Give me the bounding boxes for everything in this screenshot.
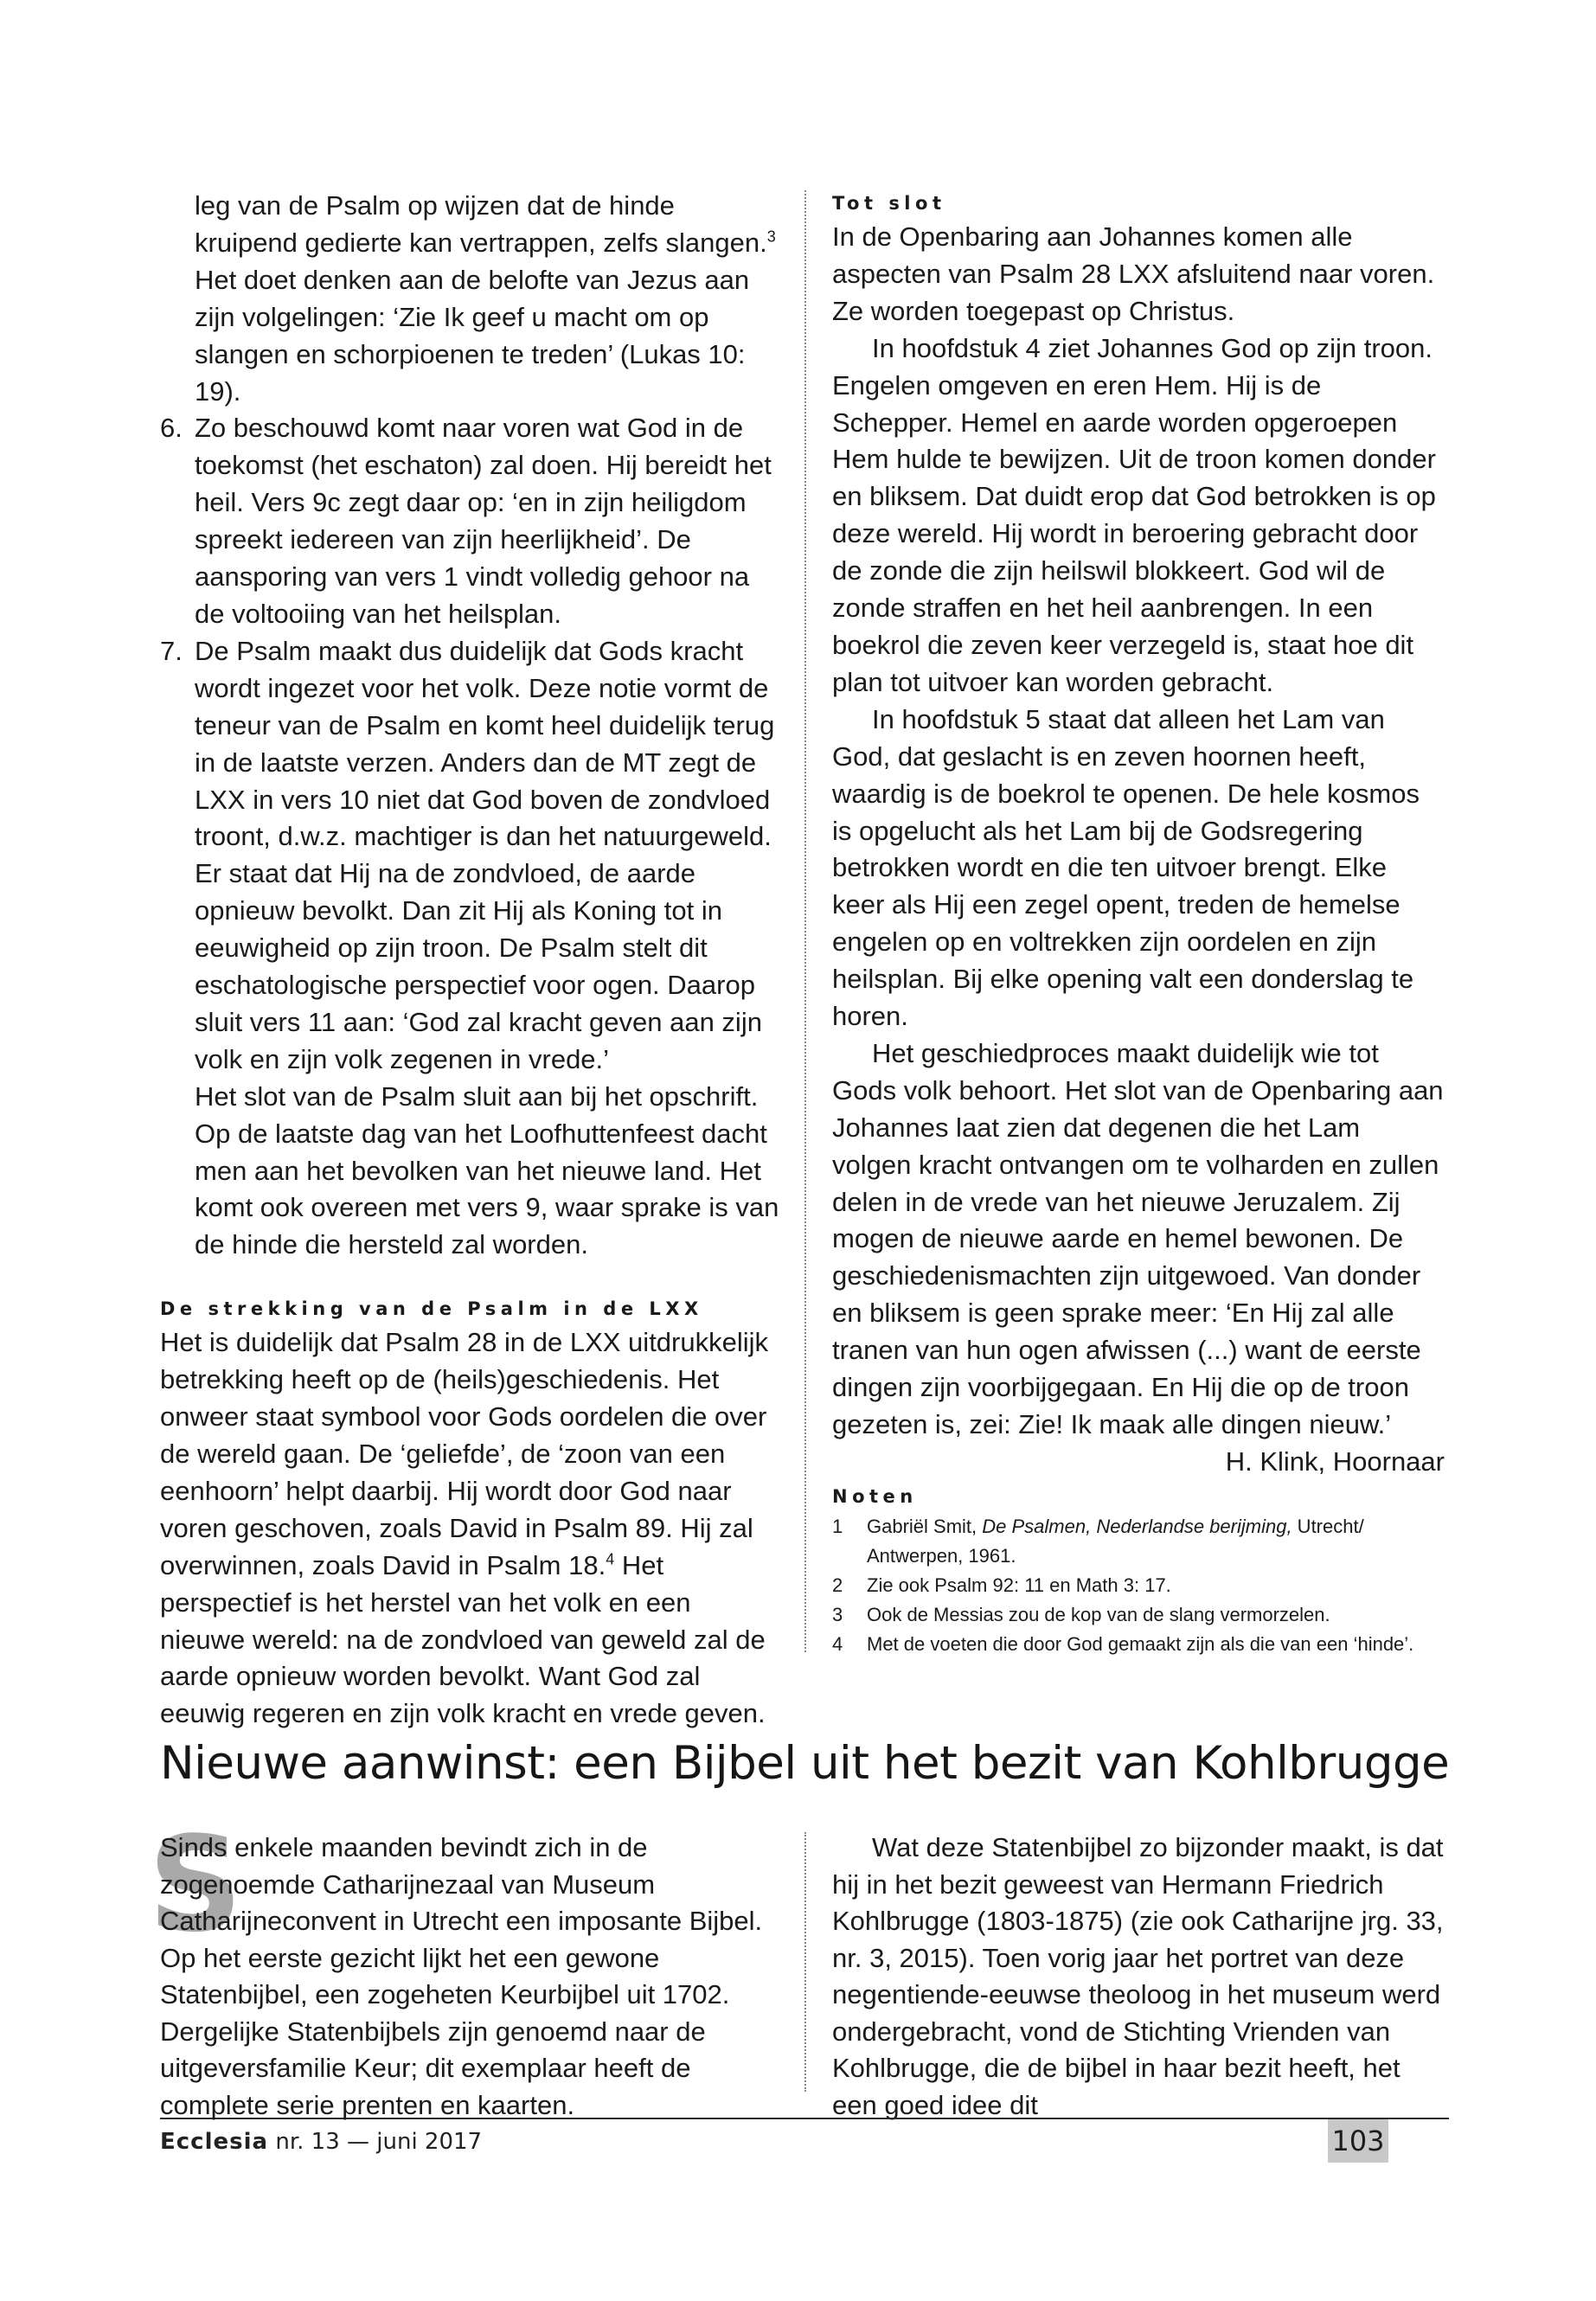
body-paragraph: Het is duidelijk dat Psalm 28 in de LXX uitdrukkelijk betrekking heeft op de (heils)geschiedenis. Het onweer staat symbool voor Gods oordelen die over de wereld gaan. De ‘geliefde’, de ‘zoon van een eenhoorn’ helpt daarbij. Hij wordt door God naar voren geschoven, zoals David in Psalm 89. Hij zal overwinnen, zoals David in Psalm 18.$^4$ Het perspectief is het herstel van het volk en een nieuwe wereld: na de zondvloed van geweld zal de aarde opnieuw worden bevolkt. Want God zal eeuwig regeren en zijn volk kracht en vrede geven. (160, 1327, 769, 1729)
list-item-text: Zo beschouwd komt naar voren wat God in de toekomst (het eschaton) zal doen. Hij bereidt het heil. Vers 9c zegt daar op: ‘en in zijn heiligdom spreekt iedereen van zijn heerlijkheid’. De aansporing van vers 1 vindt volledig gehoor na de voltooiing van het heilsplan. (195, 413, 772, 629)
dropcap-wrapper (148, 1808, 783, 2124)
footnote: 2 Zie ook Psalm 92: 11 en Math 3: 17. (832, 1574, 1171, 1596)
author-signature: H. Klink, Hoornaar (1225, 1445, 1445, 1477)
article-headline: Nieuwe aanwinst: een Bijbel uit het bezit van Kohlbrugge (160, 1737, 1450, 1790)
body-paragraph: In de Openbaring aan Johannes komen alle aspecten van Psalm 28 LXX afsluitend naar voren. Ze worden toegepast op Christus. (832, 221, 1435, 326)
left-column (160, 188, 783, 1733)
footnote: 4 Met de voeten die door God gemaakt zijn als die van een ‘hinde’. (832, 1632, 1414, 1655)
right-column (832, 188, 1445, 1659)
list-number: 7. (160, 635, 183, 666)
footnotes (832, 1512, 1445, 1659)
journal-name: Ecclesia (160, 2129, 269, 2155)
body-paragraph: In hoofdstuk 4 ziet Johannes God op zijn troon. Engelen omgeven en eren Hem. Hij is de Schepper. Hemel en aarde worden opgeroepen Hem hulde te bewijzen. Uit de troon komen donder en bliksem. Dat duidt erop dat God betrokken is op deze wereld. Hij wordt in beroering gebracht door de zonde die zijn heilswil blokkeert. God wil de zonde straffen en het heil aanbrengen. In een boekrol die zeven keer verzegeld is, staat hoe dit plan tot uitvoer kan worden gebracht. (832, 332, 1436, 697)
page-number: 103 (1328, 2119, 1388, 2163)
issue-info: nr. 13 — juni 2017 (268, 2129, 483, 2155)
notes-heading: Noten (832, 1485, 918, 1507)
body-paragraph: Sinds enkele maanden bevindt zich in de zogenoemde Catharijnezaal van Museum Catharijneconvent in Utrecht een imposante Bijbel. Op het eerste gezicht lijkt het een gewone Statenbijbel, een zogeheten Keurbijbel uit 1702. Dergelijke Statenbijbels zijn genoemd naar de uitgeversfamilie Keur; dit exemplaar heeft de complete serie prenten en kaarten. (160, 1832, 763, 2120)
list-item-7 (160, 633, 783, 1079)
section-heading: De strekking van de Psalm in de LXX (160, 1298, 703, 1320)
footnote: 1 Gabriël Smit, De Psalmen, Nederlandse berijming, Utrecht/ Antwerpen, 1961. (832, 1515, 1364, 1567)
list-item-text: De Psalm maakt dus duidelijk dat Gods kracht wordt ingezet voor het volk. Deze notie vormt de teneur van de Psalm en komt heel duidelijk terug in de laatste verzen. Anders dan de MT zegt de LXX in vers 10 niet dat God boven de zondvloed troont, d.w.z. machtiger is dan het natuurgeweld. Er staat dat Hij na de zondvloed, de aarde opnieuw bevolkt. Dan zit Hij als Koning tot in eeuwigheid op zijn troon. De Psalm stelt dit eschatologische perspectief voor ogen. Daarop sluit vers 11 aan: ‘God zal kracht geven aan zijn volk en zijn volk zegenen in vrede.’ (195, 635, 775, 1074)
column-divider (804, 190, 806, 1652)
footer-citation (160, 2129, 482, 2155)
footnote-ref-4: 4 (606, 1550, 615, 1568)
section-heading: Tot slot (832, 193, 946, 214)
list-item-6 (160, 410, 783, 632)
article2-right-column (832, 1830, 1445, 2124)
footnote-ref-3: 3 (766, 228, 776, 246)
list-item-5-continuation: leg van de Psalm op wijzen dat de hinde kruipend gedierte kan vertrappen, zelfs slangen.$^3$ Het doet denken aan de belofte van Jezus aan zijn volgelingen: ‘Zie Ik geef u macht om op slangen en schorpioenen te treden’ (Lukas 10: 19). (195, 190, 776, 407)
body-paragraph: In hoofdstuk 5 staat dat alleen het Lam van God, dat geslacht is en zeven hoornen heeft, waardig is de boekrol te openen. De hele kosmos is opgelucht als het Lam bij de Godsregering betrokken wordt en die ten uitvoer brengt. Elke keer als Hij een zegel opent, treden de hemelse engelen op en voltrekken zijn oordelen en zijn heilsplan. Bij elke opening valt een donderslag te horen. (832, 703, 1420, 1032)
body-paragraph: Wat deze Statenbijbel zo bijzonder maakt, is dat hij in het bezit geweest van Hermann Friedrich Kohlbrugge (1803-1875) (zie ook Catharijne jrg. 33, nr. 3, 2015). Toen vorig jaar het portret van deze negentiende-eeuwse theoloog in het museum werd ondergebracht, vond de Stichting Vrienden van Kohlbrugge, die de bijbel in haar bezit heeft, het een goed idee dit (832, 1832, 1444, 2120)
list-item-7-continuation: Het slot van de Psalm sluit aan bij het opschrift. Op de laatste dag van het Loofhuttenfeest dacht men aan het bevolken van het nieuwe land. Het komt ook overeen met vers 9, waar sprake is van de hinde die hersteld zal worden. (195, 1080, 779, 1260)
article2-left-column (148, 1808, 783, 2124)
dropcap-letter: S (148, 1808, 243, 1961)
body-paragraph: Het geschiedproces maakt duidelijk wie tot Gods volk behoort. Het slot van de Openbaring aan Johannes laat zien dat degenen die het Lam volgen kracht ontvangen om te volharden en zullen delen in de vrede van het nieuwe Jeruzalem. Zij mogen de nieuwe aarde en hemel bewonen. De geschiedenismachten zijn uitgewoed. Van donder en bliksem is geen sprake meer: ‘En Hij zal alle tranen van hun ogen afwissen (...) want de eerste dingen zijn voorbijgegaan. En Hij die op de troon gezeten is, zei: Zie! Ik maak alle dingen nieuw.’ (832, 1037, 1444, 1439)
column-divider (804, 1832, 806, 2092)
list-number: 6. (160, 413, 183, 444)
footnote: 3 Ook de Messias zou de kop van de slang vermorzelen. (832, 1603, 1330, 1625)
